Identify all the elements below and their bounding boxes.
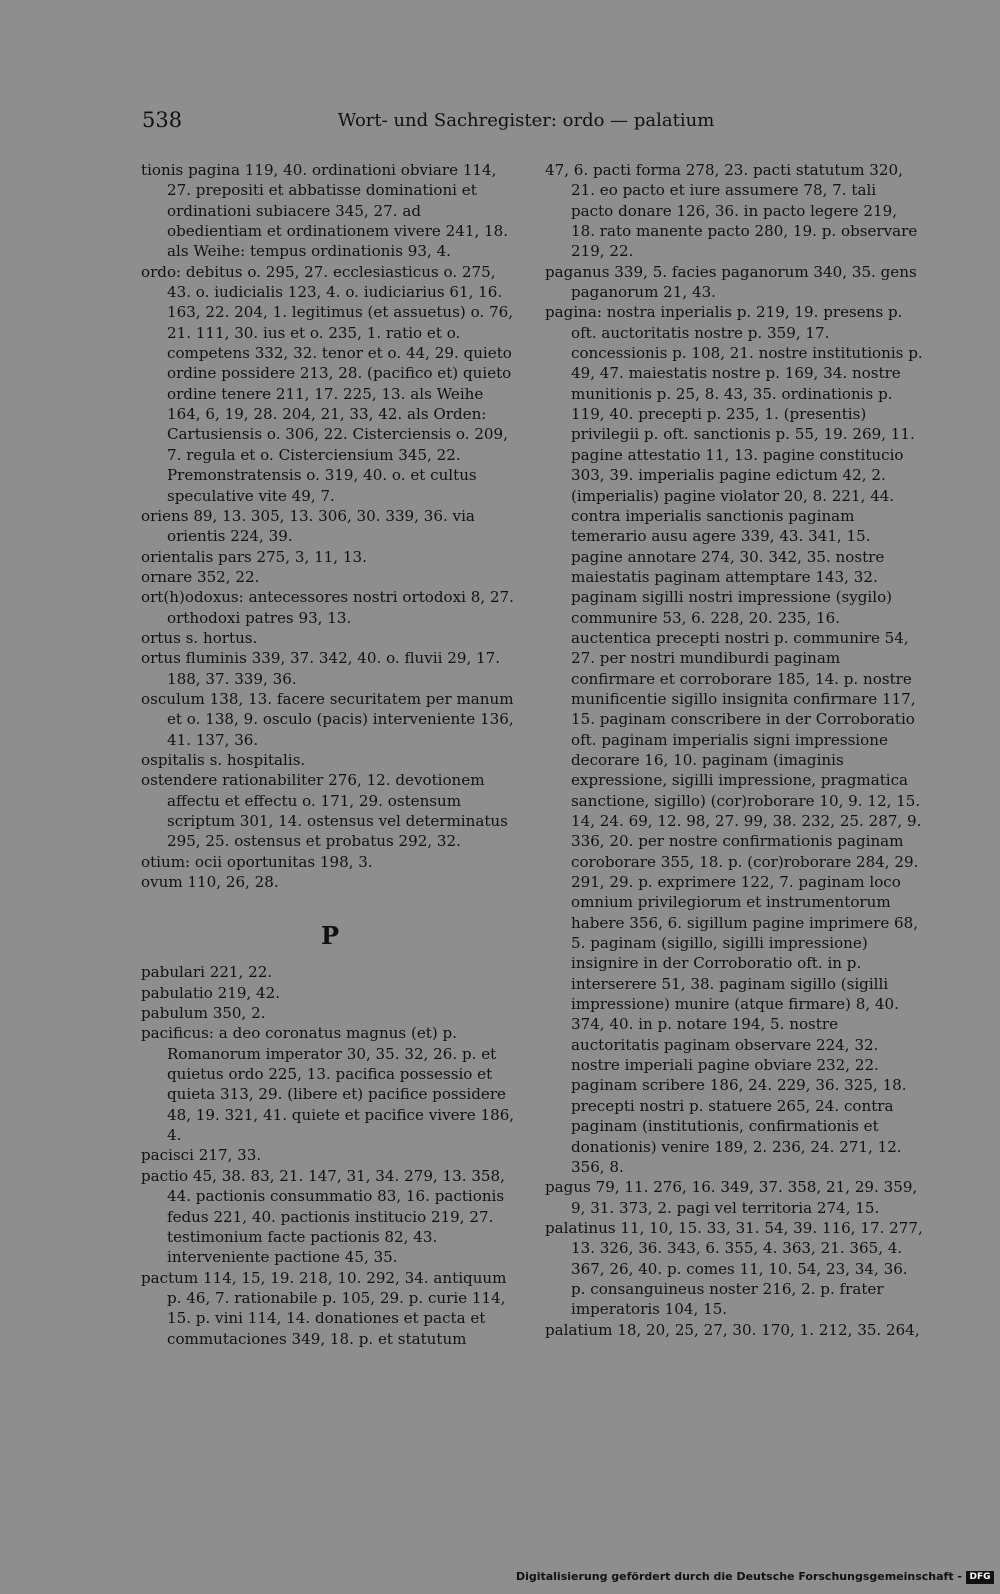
footer-text: Digitalisierung gefördert durch die Deutsche Forschungsgemeinschaft - (515, 1570, 962, 1583)
index-entry: ostendere rationabiliter 276, 12. devotionem affectu et effectu o. 171, 29. ostensum scriptum 301, 14. ostensus vel determinatus 295, 25. ostensus et probatus 292, 32. (141, 771, 508, 851)
footer (0, 1570, 1000, 1586)
index-entry: pacisci 217, 33. (141, 1146, 262, 1165)
section-letter: P (320, 921, 340, 951)
index-entry: pabulum 350, 2. (141, 1004, 266, 1023)
index-entry: pacificus: a deo coronatus magnus (et) p. Romanorum imperator 30, 35. 32, 26. p. et quietus ordo 225, 13. pacifica possessio et quieta 313, 29. (libere et) pacifice possidere 48, 19. 321, 41. quiete et pacifice vivere 186, 4. (141, 1024, 515, 1145)
index-entry: oriens 89, 13. 305, 13. 306, 30. 339, 36. via orientis 224, 39. (141, 506, 475, 546)
page-header (142, 108, 910, 138)
left-column (141, 160, 519, 1349)
index-entry: palatium 18, 20, 25, 27, 30. 170, 1. 212, 35. 264, (545, 1320, 920, 1339)
index-entry: ortus s. hortus. (141, 628, 258, 647)
index-entry: pagina: nostra inperialis p. 219, 19. presens p. oft. auctoritatis nostre p. 359, 17. concessionis p. 108, 21. nostre institutionis p. 49, 47. maiestatis nostre p. 169, 34. nostre munitionis p. 25, 8. 43, 35. ordinationis p. 119, 40. precepti p. 235, 1. (presentis) privilegii p. oft. sanctionis p. 55, 19. 269, 11. pagine attestatio 11, 13. pagine constitucio 303, 39. imperialis pagine edictum 42, 2. (imperialis) pagine violator 20, 8. 221, 44. contra imperialis sanctionis paginam temerario ausu agere 339, 43. 341, 15. pagine annotare 274, 30. 342, 35. nostre maiestatis paginam attemptare 143, 32. paginam sigilli nostri impressione (sygilo) communire 53, 6. 228, 20. 235, 16. auctentica precepti nostri p. communire 54, 27. per nostri mundiburdi paginam confirmare et corroborare 185, 14. p. nostre munificentie sigillo insignita confirmare 117, 15. paginam conscribere in der Corroboratio oft. paginam imperialis signi impressione decorare 16, 10. paginam (imaginis expressione, sigilli impressione, pragmatica sanctione, sigillo) (cor)roborare 10, 9. 12, 15. 14, 24. 69, 12. 98, 27. 99, 38. 232, 25. 287, 9. 336, 20. per nostre confirmationis paginam coroborare 355, 18. p. (cor)roborare 284, 29. 291, 29. p. exprimere 122, 7. paginam loco omnium privilegiorum et instrumentorum habere 356, 6. sigillum pagine imprimere 68, 5. paginam (sigillo, sigilli impressione) insignire in der Corroboratio oft. in p. interserere 51, 38. paginam sigillo (sigilli impressione) munire (atque firmare) 8, 40. 374, 40. in p. notare 194, 5. nostre auctoritatis paginam observare 224, 32. nostre imperiali pagine obviare 232, 22. paginam scribere 186, 24. 229, 36. 325, 18. precepti nostri p. statuere 265, 24. contra paginam (institutionis, confirmationis et donationis) venire 189, 2. 236, 24. 271, 12. 356, 8. (545, 303, 923, 1176)
index-entry: osculum 138, 13. facere securitatem per manum et o. 138, 9. osculo (pacis) interveniente 136, 41. 137, 36. (141, 689, 514, 749)
index-entry: orientalis pars 275, 3, 11, 13. (141, 547, 367, 566)
right-column (545, 160, 923, 1340)
left-entries-before (141, 160, 519, 892)
index-entry: ort(h)odoxus: antecessores nostri ortodoxi 8, 27. orthodoxi patres 93, 13. (141, 588, 514, 627)
index-entry: 47, 6. pacti forma 278, 23. pacti statutum 320, 21. eo pacto et iure assumere 78, 7. tali pacto donare 126, 36. in pacto legere 219, 18. rato manente pacto 280, 19. p. observare 219, 22. (545, 161, 918, 261)
index-entry: ortus fluminis 339, 37. 342, 40. o. fluvii 29, 17. 188, 37. 339, 36. (141, 649, 501, 688)
dfg-logo: DFG (966, 1571, 994, 1584)
page-number: 538 (142, 108, 183, 132)
index-entry: pactio 45, 38. 83, 21. 147, 31, 34. 279, 13. 358, 44. pactionis consummatio 83, 16. pactionis fedus 221, 40. pactionis institucio 219, 27. testimonium facte pactionis 82, 43. interveniente pactione 45, 35. (141, 1166, 505, 1267)
right-entries (545, 160, 923, 1340)
running-title: Wort- und Sachregister: ordo — palatium (337, 110, 715, 131)
index-entry: pagus 79, 11. 276, 16. 349, 37. 358, 21, 29. 359, 9, 31. 373, 2. pagi vel territoria 274, 15. (545, 1178, 918, 1217)
index-entry: ovum 110, 26, 28. (141, 873, 279, 892)
index-entry: ospitalis s. hospitalis. (141, 750, 306, 769)
index-entry: ornare 352, 22. (141, 567, 260, 586)
index-entry: pabulari 221, 22. (141, 963, 273, 982)
index-entry: paganus 339, 5. facies paganorum 340, 35. gens paganorum 21, 43. (545, 262, 917, 302)
left-entries-after (141, 962, 519, 1349)
index-entry: palatinus 11, 10, 15. 33, 31. 54, 39. 116, 17. 277, 13. 326, 36. 343, 6. 355, 4. 363, 21. 365, 4. 367, 26, 40. p. comes 11, 10. 54, 23, 34, 36. p. consanguineus noster 216, 2. p. frater imperatoris 104, 15. (545, 1218, 923, 1319)
index-entry: ordo: debitus o. 295, 27. ecclesiasticus o. 275, 43. o. iudicialis 123, 4. o. iudiciarius 61, 16. 163, 22. 204, 1. legitimus (et assuetus) o. 76, 21. 111, 30. ius et o. 235, 1. ratio et o. competens 332, 32. tenor et o. 44, 29. quieto ordine possidere 213, 28. (pacifico et) quieto ordine tenere 211, 17. 225, 13. als Weihe 164, 6, 19, 28. 204, 21, 33, 42. als Orden: Cartusiensis o. 306, 22. Cisterciensis o. 209, 7. regula et o. Cisterciensium 345, 22. Premonstratensis o. 319, 40. o. et cultus speculative vite 49, 7. (141, 262, 513, 505)
index-entry: pactum 114, 15, 19. 218, 10. 292, 34. antiquum p. 46, 7. rationabile p. 105, 29. p. curie 114, 15. p. vini 114, 14. donationes et pacta et commutaciones 349, 18. p. et statutum (141, 1268, 507, 1348)
index-entry: otium: ocii oportunitas 198, 3. (141, 852, 373, 871)
index-entry: pabulatio 219, 42. (141, 983, 281, 1002)
index-entry: tionis pagina 119, 40. ordinationi obviare 114, 27. prepositi et abbatisse dominationi et ordinationi subiacere 345, 27. ad obedientiam et ordinationem vivere 241, 18. als Weihe: tempus ordinationis 93, 4. (141, 161, 509, 261)
